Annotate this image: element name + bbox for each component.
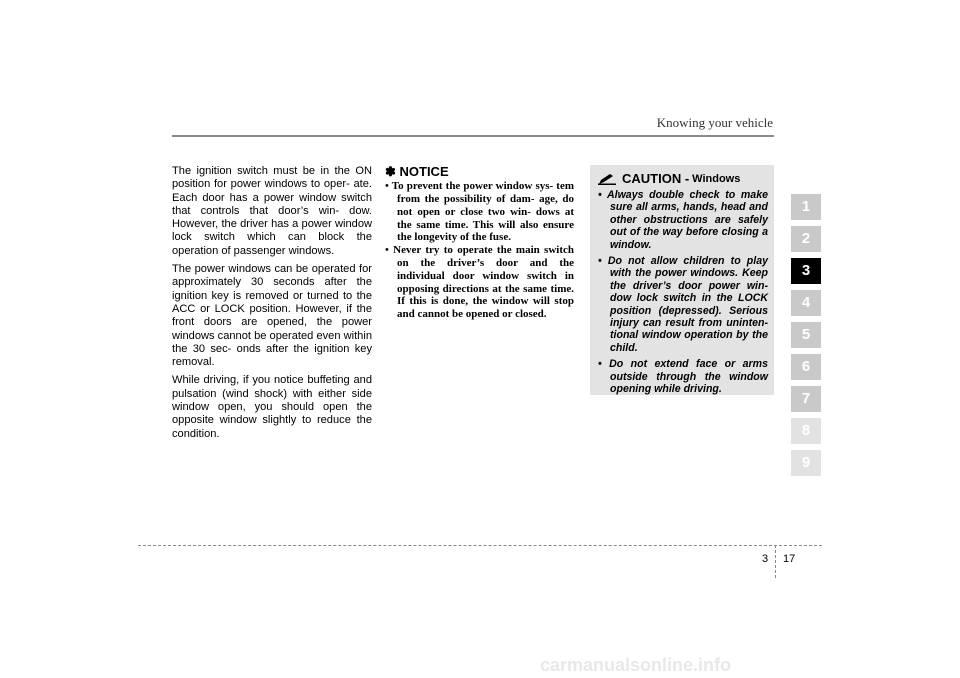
body-paragraph: While driving, if you notice buffeting and pulsation (wind shock) with either side window open, you should open the opposite window slightly to reduce the condition. [172,374,372,440]
footer-rule [138,545,822,546]
chapter-tab-6[interactable]: 6 [791,354,821,380]
chapter-tab-2[interactable]: 2 [791,226,821,252]
chapter-index [791,194,821,482]
body-paragraph: The ignition switch must be in the ON position for power windows to oper- ate. Each door has a power window switch that controls that door’s win- dow. However, the driver has a power window lock switch which can block the operation of passenger windows. [172,165,372,257]
caution-heading [598,171,768,186]
caution-subtitle: Windows [692,172,741,185]
footer-section-number: 3 [762,553,769,565]
chapter-tab-5[interactable]: 5 [791,322,821,348]
pen-icon [598,173,616,185]
notice-list [385,180,574,321]
notice-title: ✽ NOTICE [385,164,449,179]
footer-divider [775,545,776,578]
watermark: carmanualsonline.info [540,655,732,675]
chapter-tab-9[interactable]: 9 [791,450,821,476]
footer-page-number: 17 [783,553,796,565]
caution-title: CAUTION - [622,171,690,186]
header-rule [172,135,774,137]
header-title: Knowing your vehicle [656,115,773,130]
notice-item: • To prevent the power window sys- tem from the possibility of dam- age, do not open or close two win- dows at the same time. This will also ensure the longevity of the fuse. [385,180,574,244]
caution-item: • Do not extend face or arms outside through the window opening while driving. [598,358,768,396]
chapter-tab-1[interactable]: 1 [791,194,821,220]
body-column [172,165,372,446]
chapter-tab-7[interactable]: 7 [791,386,821,412]
chapter-tab-3[interactable]: 3 [791,258,821,284]
caution-list [598,189,768,396]
notice-section [385,165,574,321]
notice-item: • Never try to operate the main switch on the driver’s door and the individual door window switch in opposing directions at the same time. If this is done, the window will stop and cannot be opened or closed. [385,244,574,321]
chapter-tab-4[interactable]: 4 [791,290,821,316]
caution-item: • Do not allow children to play with the power windows. Keep the driver’s door power win- dow lock switch in the LOCK position (depressed). Serious injury can result from uninten- tional window operation by the child. [598,255,768,354]
chapter-tab-8[interactable]: 8 [791,418,821,444]
caution-box [590,165,774,395]
caution-item: • Always double check to make sure all arms, hands, head and other obstructions are safely out of the way before closing a window. [598,189,768,251]
body-paragraph: The power windows can be operated for approximately 30 seconds after the ignition key is removed or turned to the ACC or LOCK position. However, if the front doors are opened, the power windows cannot be operated even within the 30 sec- onds after the ignition key removal. [172,263,372,369]
